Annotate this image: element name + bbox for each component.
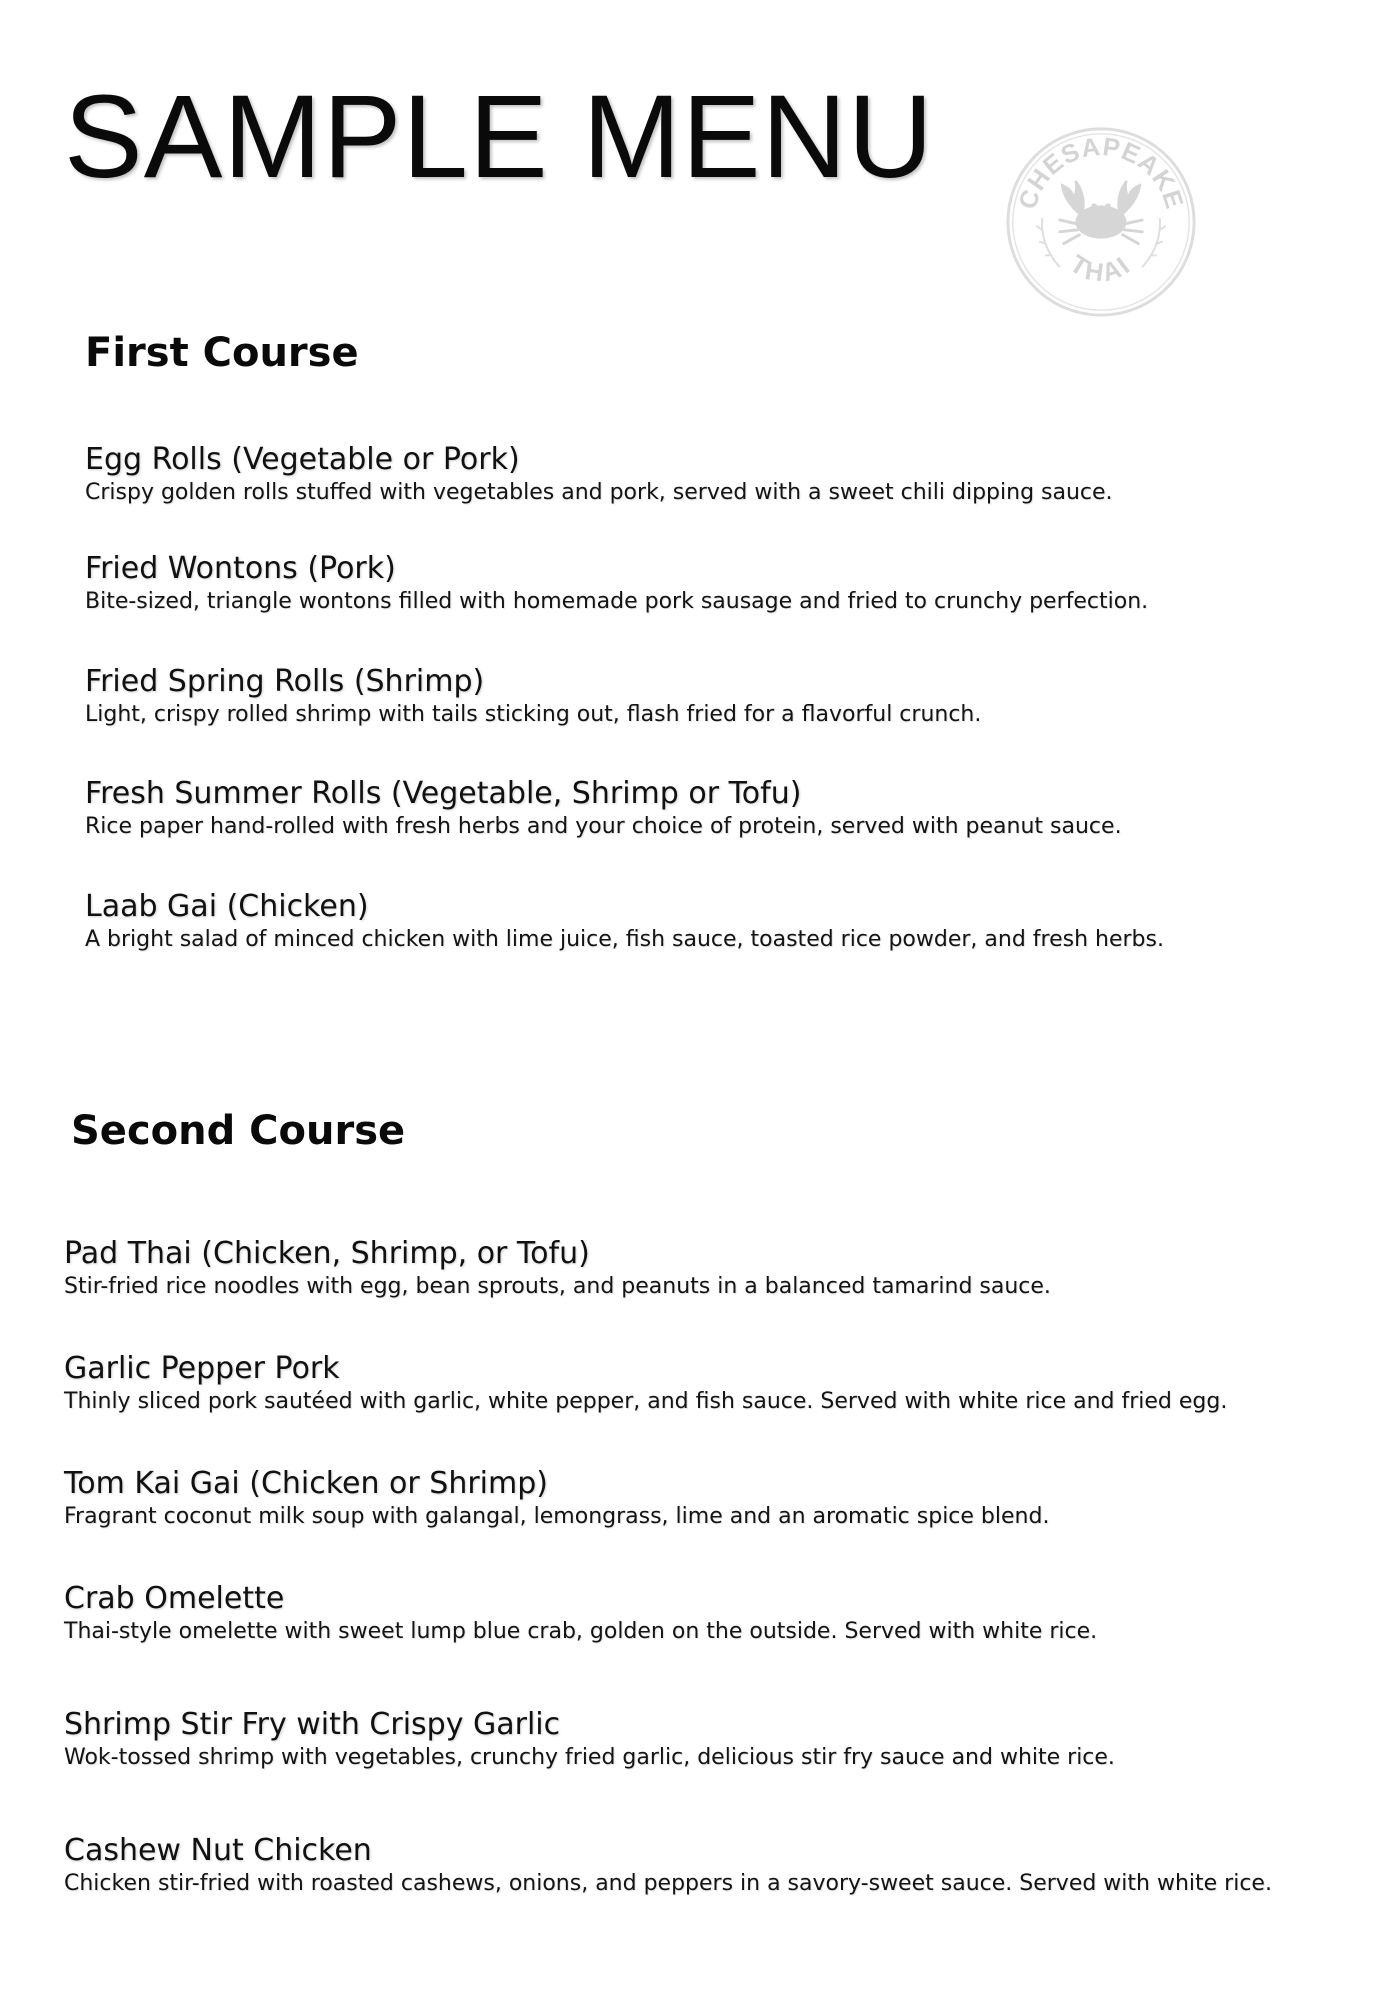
- logo-top-text: CHESAPEAKE: [1013, 132, 1189, 213]
- menu-item-description: Crispy golden rolls stuffed with vegetables and pork, served with a sweet chili dipping sauce.: [85, 480, 1113, 505]
- logo-bottom-text: THAI: [1064, 250, 1138, 288]
- menu-item-name: Cashew Nut Chicken: [64, 1833, 372, 1868]
- menu-item: [64, 1833, 1272, 1899]
- menu-item-name: Tom Kai Gai (Chicken or Shrimp): [64, 1466, 548, 1501]
- first-course-heading: First Course: [85, 330, 359, 376]
- menu-item-name: Fried Wontons (Pork): [85, 551, 396, 586]
- menu-item-name: Shrimp Stir Fry with Crispy Garlic: [64, 1707, 561, 1742]
- menu-item: [64, 1581, 1097, 1647]
- menu-item-description: Bite-sized, triangle wontons filled with homemade pork sausage and fried to crunchy perfection.: [85, 589, 1149, 614]
- menu-item: [64, 1707, 1115, 1773]
- menu-item-name: Egg Rolls (Vegetable or Pork): [85, 442, 520, 477]
- menu-item-description: Fragrant coconut milk soup with galangal, lemongrass, lime and an aromatic spice blend.: [64, 1504, 1050, 1529]
- menu-item-name: Laab Gai (Chicken): [85, 889, 369, 924]
- laurel-right-icon: [1142, 218, 1166, 267]
- menu-item: [85, 551, 1148, 617]
- menu-item: [85, 664, 981, 730]
- menu-item: [64, 1236, 1051, 1302]
- menu-item-description: Rice paper hand-rolled with fresh herbs and your choice of protein, served with peanut sauce.: [85, 814, 1122, 839]
- page-title: SAMPLE MENU: [64, 71, 934, 203]
- menu-item-description: Wok-tossed shrimp with vegetables, crunchy fried garlic, delicious stir fry sauce and white rice.: [64, 1745, 1115, 1770]
- menu-item: [85, 442, 1113, 508]
- second-course-heading: Second Course: [71, 1108, 406, 1154]
- menu-item-name: Fresh Summer Rolls (Vegetable, Shrimp or Tofu): [85, 776, 802, 811]
- menu-item-name: Pad Thai (Chicken, Shrimp, or Tofu): [64, 1236, 590, 1271]
- menu-item: [64, 1466, 1049, 1532]
- crab-icon: [1060, 181, 1142, 244]
- menu-item-name: Crab Omelette: [64, 1581, 285, 1616]
- menu-item-name: Fried Spring Rolls (Shrimp): [85, 664, 485, 699]
- menu-item: [64, 1351, 1227, 1417]
- menu-item-description: Chicken stir-fried with roasted cashews, onions, and peppers in a savory-sweet sauce. Served with white rice.: [64, 1871, 1272, 1896]
- menu-item-description: Stir-fried rice noodles with egg, bean sprouts, and peanuts in a balanced tamarind sauce.: [64, 1274, 1051, 1299]
- menu-item: [85, 889, 1164, 955]
- menu-item: [85, 776, 1122, 842]
- chesapeake-thai-logo: [1003, 124, 1199, 320]
- menu-item-description: Thinly sliced pork sautéed with garlic, white pepper, and fish sauce. Served with white rice and fried egg.: [64, 1389, 1228, 1414]
- menu-item-name: Garlic Pepper Pork: [64, 1351, 340, 1386]
- menu-item-description: Light, crispy rolled shrimp with tails sticking out, flash fried for a flavorful crunch.: [85, 702, 982, 727]
- laurel-left-icon: [1036, 218, 1060, 267]
- menu-item-description: A bright salad of minced chicken with lime juice, fish sauce, toasted rice powder, and fresh herbs.: [85, 927, 1164, 952]
- menu-item-description: Thai-style omelette with sweet lump blue crab, golden on the outside. Served with white rice.: [64, 1619, 1098, 1644]
